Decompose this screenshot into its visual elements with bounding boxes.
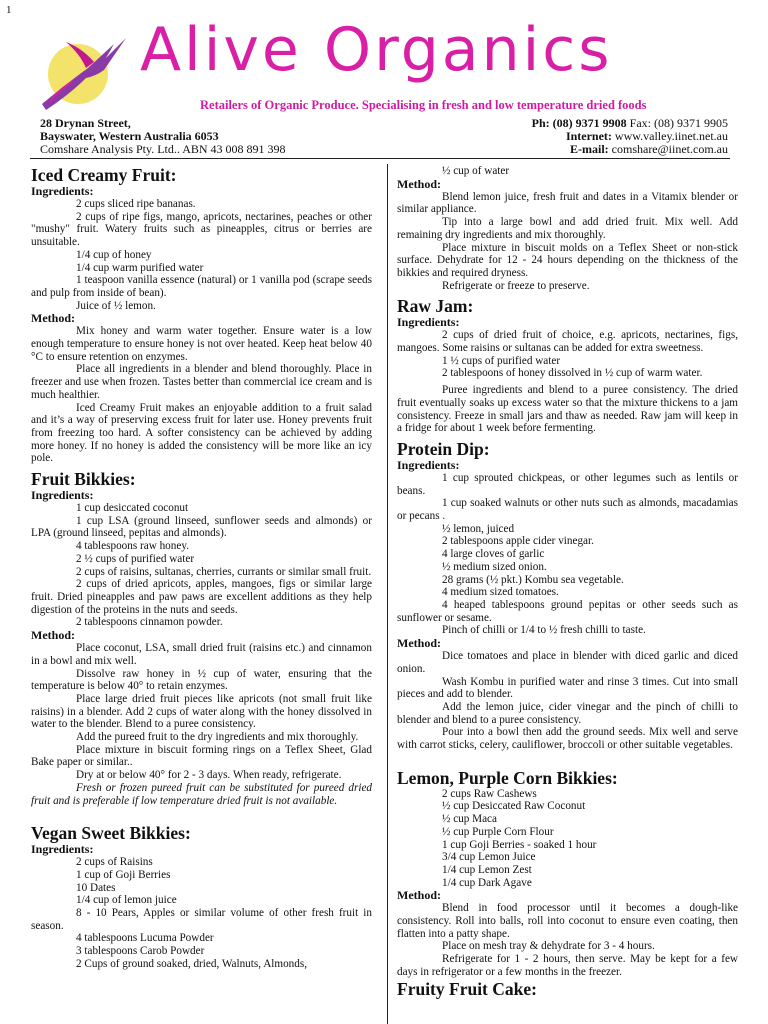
page-number: 1 bbox=[6, 4, 12, 16]
ingredient-line: 1 cup soaked walnuts or other nuts such as almonds, macadamias or pecans . bbox=[397, 497, 738, 523]
method-paragraph: Iced Creamy Fruit makes an enjoyable addition to a fruit salad and it’s a way of preserving excess fruit for later use. Honey prevents fruit from freezing too hard. A softer consistency can be achieved by adding more honey. If no honey is added the consistency will be more like an icy pole. bbox=[31, 401, 372, 465]
ingredient-line: 1/4 cup warm purified water bbox=[76, 261, 204, 274]
method-paragraph: Place on mesh tray & dehydrate for 3 - 4 hours. bbox=[442, 940, 655, 953]
method-heading: Method: bbox=[31, 311, 75, 326]
method-paragraph: Place coconut, LSA, small dried fruit (raisins etc.) and cinnamon in a bowl and mix well. bbox=[31, 642, 372, 667]
ingredient-line: ½ cup of water bbox=[442, 165, 510, 177]
method-heading: Method: bbox=[397, 888, 441, 903]
ingredient-line: ½ lemon, juiced bbox=[442, 522, 515, 535]
ingredient-line: 1/4 cup Lemon Zest bbox=[442, 863, 532, 876]
method-paragraph: Place all ingredients in a blender and blend thoroughly. Place in freezer and use when frozen. Tastes better than commercial ice cream and is much healthier. bbox=[31, 363, 372, 401]
ingredient-line: 2 cups of raisins, sultanas, cherries, currants or similar small fruit. bbox=[76, 565, 372, 578]
tagline: Retailers of Organic Produce. Specialising in fresh and low temperature dried foods bbox=[200, 98, 647, 112]
ingredient-line: 4 tablespoons raw honey. bbox=[76, 540, 189, 553]
method-paragraph: Dry at or below 40° for 2 - 3 days. When ready, refrigerate. bbox=[76, 769, 342, 782]
recipe-title: Fruit Bikkies: bbox=[31, 469, 136, 490]
ingredient-line: 2 tablespoons apple cider vinegar. bbox=[442, 535, 594, 548]
ingredient-line: 2 cups of Raisins bbox=[76, 856, 153, 869]
ingredients-heading: Ingredients: bbox=[397, 315, 460, 330]
ingredient-line: 8 - 10 Pears, Apples or similar volume of other fresh fruit in season. bbox=[31, 907, 372, 932]
ingredient-line: 28 grams (½ pkt.) Kombu sea vegetable. bbox=[442, 573, 624, 586]
contact-block bbox=[532, 117, 728, 156]
method-paragraph: Place large dried fruit pieces like apricots (not small fruit like raisins) in a blender. Add 2 cups of water along with the honey dissolved in water to the blender. Blend to a puree consistency. bbox=[31, 692, 372, 731]
ingredient-line: 2 cups of ripe figs, mango, apricots, nectarines, peaches or other "mushy" fruit. Watery fruits such as pineapples, citrus or berries are unsuitable. bbox=[31, 210, 372, 249]
ingredient-line: ½ cup Maca bbox=[442, 813, 497, 826]
recipe-title: Lemon, Purple Corn Bikkies: bbox=[397, 767, 618, 788]
ingredient-line: 1 cup of Goji Berries bbox=[76, 868, 171, 881]
recipe-title: Iced Creamy Fruit: bbox=[31, 165, 177, 185]
email-label: E-mail: bbox=[569, 142, 609, 156]
ingredient-line: 4 medium sized tomatoes. bbox=[442, 586, 559, 599]
left-column bbox=[31, 165, 372, 1024]
method-paragraph: Place mixture in biscuit molds on a Teflex Sheet or non-stick surface. Dehydrate for 12 - 24 hours depending on the thickness of the bikkies and required dryness. bbox=[397, 241, 738, 279]
ingredient-line: 1 cup LSA (ground linseed, sunflower seeds and almonds) or LPA (ground linseed, pepitas and almonds). bbox=[31, 514, 372, 540]
ingredient-line: 1 cup Goji Berries - soaked 1 hour bbox=[442, 838, 597, 851]
ingredient-line: 2 cups sliced ripe bananas. bbox=[76, 198, 196, 210]
method-paragraph: Puree ingredients and blend to a puree consistency. The dried fruit eventually soaks up excess water so that the mixture thickens to a jam consistency. Freeze in small jars and thaw as needed. Raw jam will keep in a fridge for about 1 week before fermenting. bbox=[397, 384, 738, 435]
address-line: Bayswater, Western Australia 6053 bbox=[40, 129, 219, 143]
ingredient-line: 4 heaped tablespoons ground pepitas or other seeds such as sunflower or sesame. bbox=[397, 598, 738, 624]
ingredient-line: 2 cups of dried apricots, apples, mangoes, figs or similar large fruit. Dried pineapples and paw paws are excellent additions as they help digestion of the proteins in the nuts and seeds. bbox=[31, 578, 372, 616]
ingredient-line: Juice of ½ lemon. bbox=[76, 299, 156, 312]
method-paragraph: Tip into a large bowl and add dried fruit. Mix well. Add remaining dry ingredients and mix thoroughly. bbox=[397, 216, 738, 241]
ingredient-line: 2 tablespoons cinnamon powder. bbox=[76, 616, 223, 629]
method-paragraph: Wash Kombu in purified water and rinse 3 times. Cut into small pieces and add to blender. bbox=[397, 675, 738, 701]
phone-number: (08) 9371 9908 bbox=[552, 116, 627, 130]
header-divider bbox=[30, 158, 730, 159]
ingredient-line: 2 cups Raw Cashews bbox=[442, 787, 537, 800]
website-link[interactable]: www.valley.iinet.net.au bbox=[614, 129, 728, 143]
ingredients-heading: Ingredients: bbox=[31, 184, 94, 198]
address-line: 28 Drynan Street, bbox=[40, 116, 131, 130]
company-line: Comshare Analysis Pty. Ltd.. ABN 43 008 891 398 bbox=[40, 142, 286, 156]
ingredient-line: ½ cup Purple Corn Flour bbox=[442, 825, 554, 838]
recipe-title: Fruity Fruit Cake: bbox=[397, 978, 537, 999]
ingredient-line: 1 ½ cups of purified water bbox=[442, 354, 561, 367]
method-heading: Method: bbox=[397, 176, 441, 191]
method-paragraph: Add the lemon juice, cider vinegar and the pinch of chilli to blender and blend to a puree consistency. bbox=[397, 700, 738, 726]
right-column bbox=[397, 165, 738, 1024]
method-paragraph: Blend in food processor until it becomes a dough-like consistency. Roll into balls, roll into coconut to ensure even coating, then flatten into a patty shape. bbox=[397, 902, 738, 940]
fax-label: Fax: bbox=[629, 116, 651, 130]
ingredient-line: 1 cup sprouted chickpeas, or other legumes such as lentils or beans. bbox=[397, 471, 738, 497]
hummingbird-sun-logo bbox=[36, 24, 134, 116]
method-heading: Method: bbox=[31, 628, 75, 643]
ingredient-line: ½ cup Desiccated Raw Coconut bbox=[442, 800, 586, 813]
ingredient-line: 2 tablespoons of honey dissolved in ½ cup of warm water. bbox=[442, 367, 703, 380]
recipe-title: Raw Jam: bbox=[397, 296, 474, 317]
brand-title: Alive Organics bbox=[140, 15, 613, 85]
ingredient-line: 3 tablespoons Carob Powder bbox=[76, 945, 205, 958]
ingredient-line: 10 Dates bbox=[76, 881, 116, 894]
method-paragraph: Add the pureed fruit to the dry ingredients and mix thoroughly. bbox=[76, 731, 359, 744]
ingredient-line: 2 cups of dried fruit of choice, e.g. apricots, nectarines, figs, mangoes. Some raisins or sultanas can be added for extra sweetness. bbox=[397, 329, 738, 355]
method-paragraph: Refrigerate for 1 - 2 hours, then serve. May be kept for a few days in refrigerator or a few months in the freezer. bbox=[397, 953, 738, 978]
phone-label: Ph: bbox=[531, 116, 550, 130]
ingredient-line: 1 cup desiccated coconut bbox=[76, 502, 189, 515]
recipe-title: Vegan Sweet Bikkies: bbox=[31, 823, 191, 844]
method-paragraph: Pour into a bowl then add the ground seeds. Mix well and serve with carrot sticks, celery, cauliflower, broccoli or other suitable vegetables. bbox=[397, 726, 738, 752]
method-paragraph: Mix honey and warm water together. Ensure water is a low enough temperature to ensure honey is not over heated. Keep heat below 40 °C to ensure retention on enzymes. bbox=[31, 325, 372, 363]
ingredient-line: 4 large cloves of garlic bbox=[442, 548, 545, 561]
email-link[interactable]: comshare@iinet.com.au bbox=[611, 142, 728, 156]
ingredient-line: ½ medium sized onion. bbox=[442, 560, 547, 573]
method-paragraph: Blend lemon juice, fresh fruit and dates in a Vitamix blender or similar appliance. bbox=[397, 190, 738, 216]
ingredient-line: 1/4 cup of lemon juice bbox=[76, 894, 177, 907]
fax-number: (08) 9371 9905 bbox=[654, 116, 728, 130]
ingredient-line: Pinch of chilli or 1/4 to ½ fresh chilli to taste. bbox=[442, 624, 646, 637]
method-paragraph: Dissolve raw honey in ½ cup of water, ensuring that the temperature is below 40° to retain enzymes. bbox=[31, 667, 372, 693]
ingredient-line: 1/4 cup of honey bbox=[76, 248, 152, 261]
method-paragraph: Dice tomatoes and place in blender with diced garlic and diced onion. bbox=[397, 650, 738, 675]
column-divider bbox=[387, 164, 388, 1024]
ingredient-line: 2 Cups of ground soaked, dried, Walnuts, Almonds, bbox=[76, 957, 308, 970]
ingredient-line: 3/4 cup Lemon Juice bbox=[442, 851, 536, 864]
internet-label: Internet: bbox=[565, 129, 612, 143]
ingredient-line: 1 teaspoon vanilla essence (natural) or 1 vanilla pod (scrape seeds and pulp from inside of bean). bbox=[31, 274, 372, 299]
recipe-note: Fresh or frozen pureed fruit can be substituted for pureed dried fruit and is preferable if low temperature dried fruit is not available. bbox=[31, 781, 372, 807]
ingredient-line: 1/4 cup Dark Agave bbox=[442, 876, 532, 889]
method-heading: Method: bbox=[397, 636, 441, 651]
ingredient-line: 2 ½ cups of purified water bbox=[76, 552, 195, 565]
method-paragraph: Refrigerate or freeze to preserve. bbox=[442, 279, 590, 292]
recipe-title: Protein Dip: bbox=[397, 438, 490, 459]
ingredients-heading: Ingredients: bbox=[397, 457, 460, 472]
method-paragraph: Place mixture in biscuit forming rings on a Teflex Sheet, Glad Bake paper or similar.. bbox=[31, 743, 372, 769]
address-block bbox=[40, 117, 286, 156]
ingredients-heading: Ingredients: bbox=[31, 488, 94, 503]
ingredient-line: 4 tablespoons Lucuma Powder bbox=[76, 932, 214, 945]
ingredients-heading: Ingredients: bbox=[31, 842, 94, 857]
